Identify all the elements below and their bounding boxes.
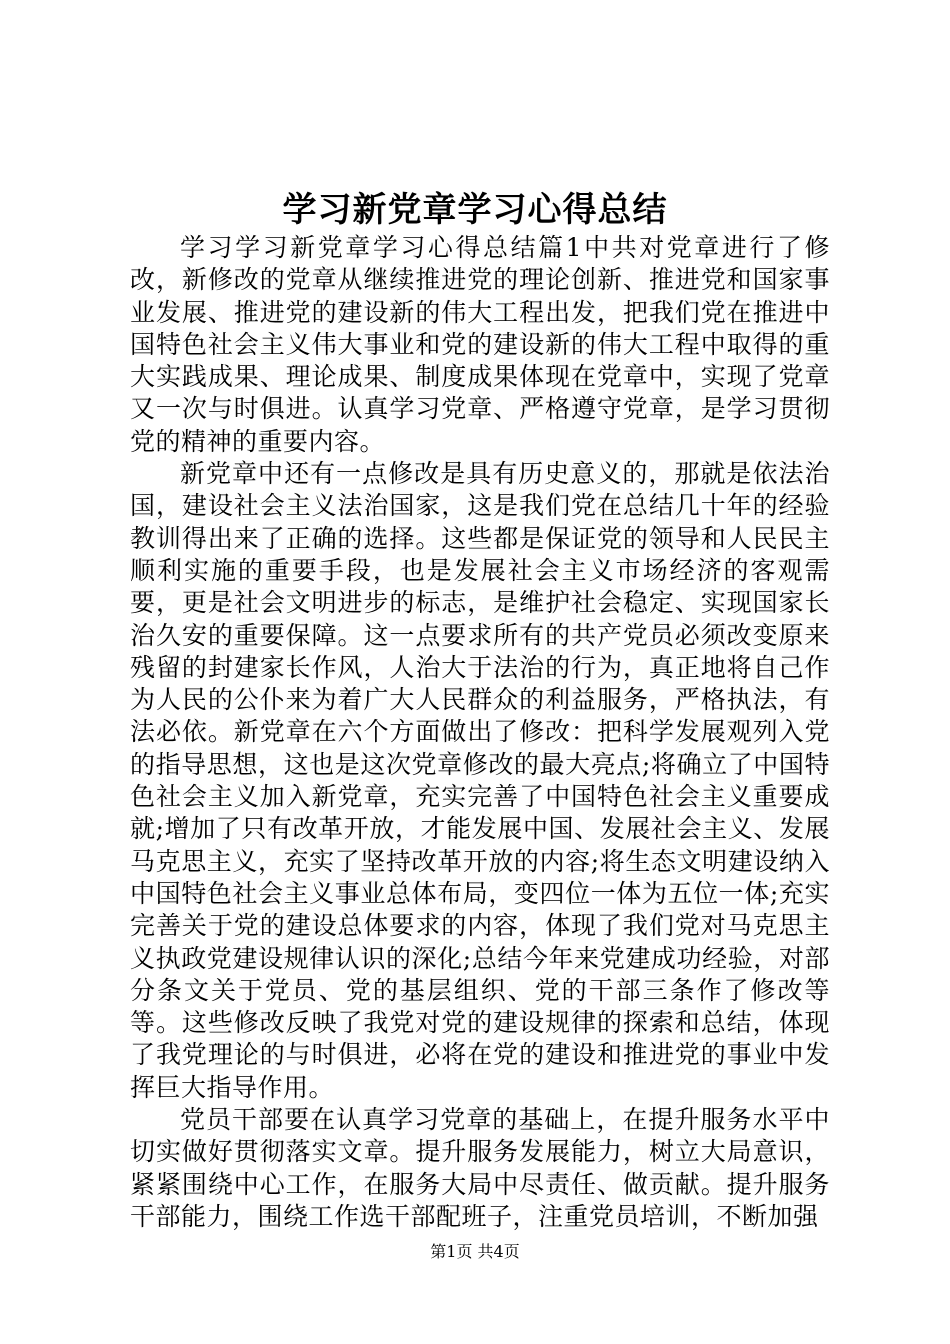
document-title: 学习新党章学习心得总结	[282, 190, 668, 230]
paragraph-1: 学习学习新党章学习心得总结篇1中共对党章进行了修改，新修改的党章从继续推进党的理论创新、推进党和国家事业发展、推进党的建设新的伟大工程出发，把我们党在推进中国特色社会主义伟大事业和党的建设新的伟大工程中取得的重大实践成果、理论成果、制度成果体现在党章中，实现了党章又一次与时俱进。认真学习党章、严格遵守党章，是学习贯彻党的精神的重要内容。	[130, 233, 830, 456]
document-body	[130, 232, 830, 1233]
page-footer: 第1页 共4页	[430, 1242, 520, 1261]
paragraph-2: 新党章中还有一点修改是具有历史意义的，那就是依法治国，建设社会主义法治国家，这是我们党在总结几十年的经验教训得出来了正确的选择。这些都是保证党的领导和人民民主顺利实施的重要手段，也是发展社会主义市场经济的客观需要，更是社会文明进步的标志，是维护社会稳定、实现国家长治久安的重要保障。这一点要求所有的共产党员必须改变原来残留的封建家长作风，人治大于法治的行为，真正地将自己作为人民的公仆来为着广大人民群众的利益服务，严格执法，有法必依。新党章在六个方面做出了修改：把科学发展观列入党的指导思想，这也是这次党章修改的最大亮点;将确立了中国特色社会主义加入新党章，充实完善了中国特色社会主义重要成就;增加了只有改革开放，才能发展中国、发展社会主义、发展马克思主义，充实了坚持改革开放的内容;将生态文明建设纳入中国特色社会主义事业总体布局，变四位一体为五位一体;充实完善关于党的建设总体要求的内容，体现了我们党对马克思主义执政党建设规律认识的深化;总结今年来党建成功经验，对部分条文关于党员、党的基层组织、党的干部三条作了修改等等。这些修改反映了我党对党的建设规律的探索和总结，体现了我党理论的与时俱进，必将在党的建设和推进党的事业中发挥巨大指导作用。	[130, 459, 830, 1102]
paragraph-3: 党员干部要在认真学习党章的基础上，在提升服务水平中切实做好贯彻落实文章。提升服务发展能力，树立大局意识，紧紧围绕中心工作，在服务大局中尽责任、做贡献。提升服务干部能力，围绕工作选干部配班子，注重党员培训，不断加强	[130, 1105, 830, 1231]
